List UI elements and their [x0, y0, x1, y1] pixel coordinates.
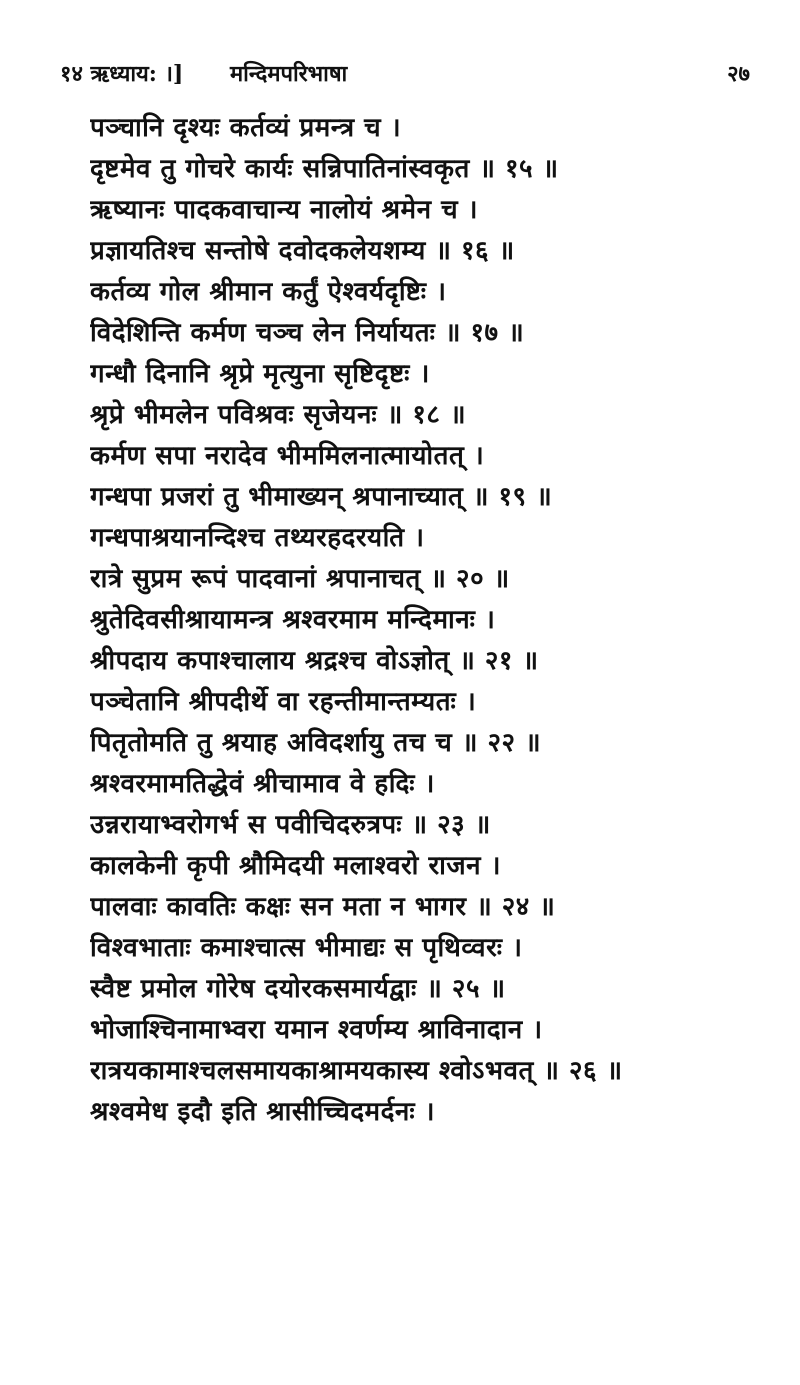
verse-line: रात्रयकामाश्चलसमायकाश्रामयकास्य श्वोऽभवत् ॥ २६ ॥ — [90, 1056, 623, 1086]
verse-line: गन्धौ दिनानि श्रृप्रे मृत्युना सृष्टिदृष्टः । — [90, 359, 430, 389]
verse-line: दृष्टमेव तु गोचरे कार्यः सन्निपातिनांस्वकृत ॥ १५ ॥ — [90, 154, 559, 184]
verse-line: प्रज्ञायतिश्च सन्तोषे दवोदकलेयशम्य ॥ १६ ॥ — [90, 236, 515, 266]
verse-line: श्रृप्रे भीमलेन पविश्रवः सृजेयनः ॥ १८ ॥ — [90, 400, 467, 430]
verse-line: गन्धपाश्रयानन्दिश्च तथ्यरहदरयति । — [90, 523, 425, 553]
verse-line: कालकेनी कृपी श्रौमिदयी मलाश्वरो राजन । — [90, 851, 501, 881]
verse-line: रात्रे सुप्रम रूपं पादवानां श्रपानाचत् ॥ २० ॥ — [90, 564, 510, 594]
page-header — [60, 58, 750, 98]
running-title: मन्दिमपरिभाषा — [230, 61, 348, 87]
page-number: २७ — [727, 61, 750, 87]
verse-line: उन्नरायाभ्वरोगर्भ स पवीचिदरुत्रपः ॥ २३ ॥ — [90, 810, 491, 840]
verse-line: कर्मण सपा नरादेव भीममिलनात्मायोतत् । — [90, 441, 485, 471]
verse-line: श्रीपदाय कपाश्चालाय श्रद्रश्च वोऽज्ञोत् ॥ २१ ॥ — [90, 646, 539, 676]
verse-line: पञ्चानि दृश्यः कर्तव्यं प्रमन्त्र च । — [90, 113, 402, 143]
verse-line: विदेशिन्ति कर्मण चञ्च लेन निर्यायतः ॥ १७ ॥ — [90, 318, 525, 348]
verse-line: श्रश्वमेध इदौ इति श्रासीच्चिदमर्दनः । — [90, 1097, 435, 1127]
verse-line: गन्धपा प्रजरां तु भीमाख्यन् श्रपानाच्यात् ॥ १९ ॥ — [90, 482, 553, 512]
verse-line: स्वैष्ट प्रमोल गोरेष दयोरकसमार्यद्वाः ॥ २५ ॥ — [90, 974, 506, 1004]
verse-body — [90, 108, 750, 1133]
verse-line: भोजाश्चिनामाभ्वरा यमान श्वर्णम्य श्राविनादान । — [90, 1015, 543, 1045]
verse-line: पञ्चेतानि श्रीपदीर्थे वा रहन्तीमान्तम्यतः । — [90, 687, 477, 717]
verse-line: कर्तव्य गोल श्रीमान कर्तुं ऐश्वर्यदृष्टिः । — [90, 277, 447, 307]
verse-line: पालवाः कावतिः कक्षः सन मता न भागर ॥ २४ ॥ — [90, 892, 556, 922]
verse-line: ऋष्यानः पादकवाचान्य नालोयं श्रमेन च । — [90, 195, 478, 225]
verse-line: श्रुतेदिवसीश्रायामन्त्र श्रश्वरमाम मन्दिमानः । — [90, 605, 496, 635]
verse-line: विश्वभाताः कमाश्चात्स भीमाद्यः स पृथिव्वरः । — [90, 933, 523, 963]
verse-line: पितृतोमति तु श्रयाह अविदर्शायु तच च ॥ २२ ॥ — [90, 728, 542, 758]
chapter-label: १४ ऋध्याय: ।] — [60, 61, 184, 87]
verse-line: श्रश्वरमामतिद्धेवं श्रीचामाव वे हदिः । — [90, 769, 435, 799]
